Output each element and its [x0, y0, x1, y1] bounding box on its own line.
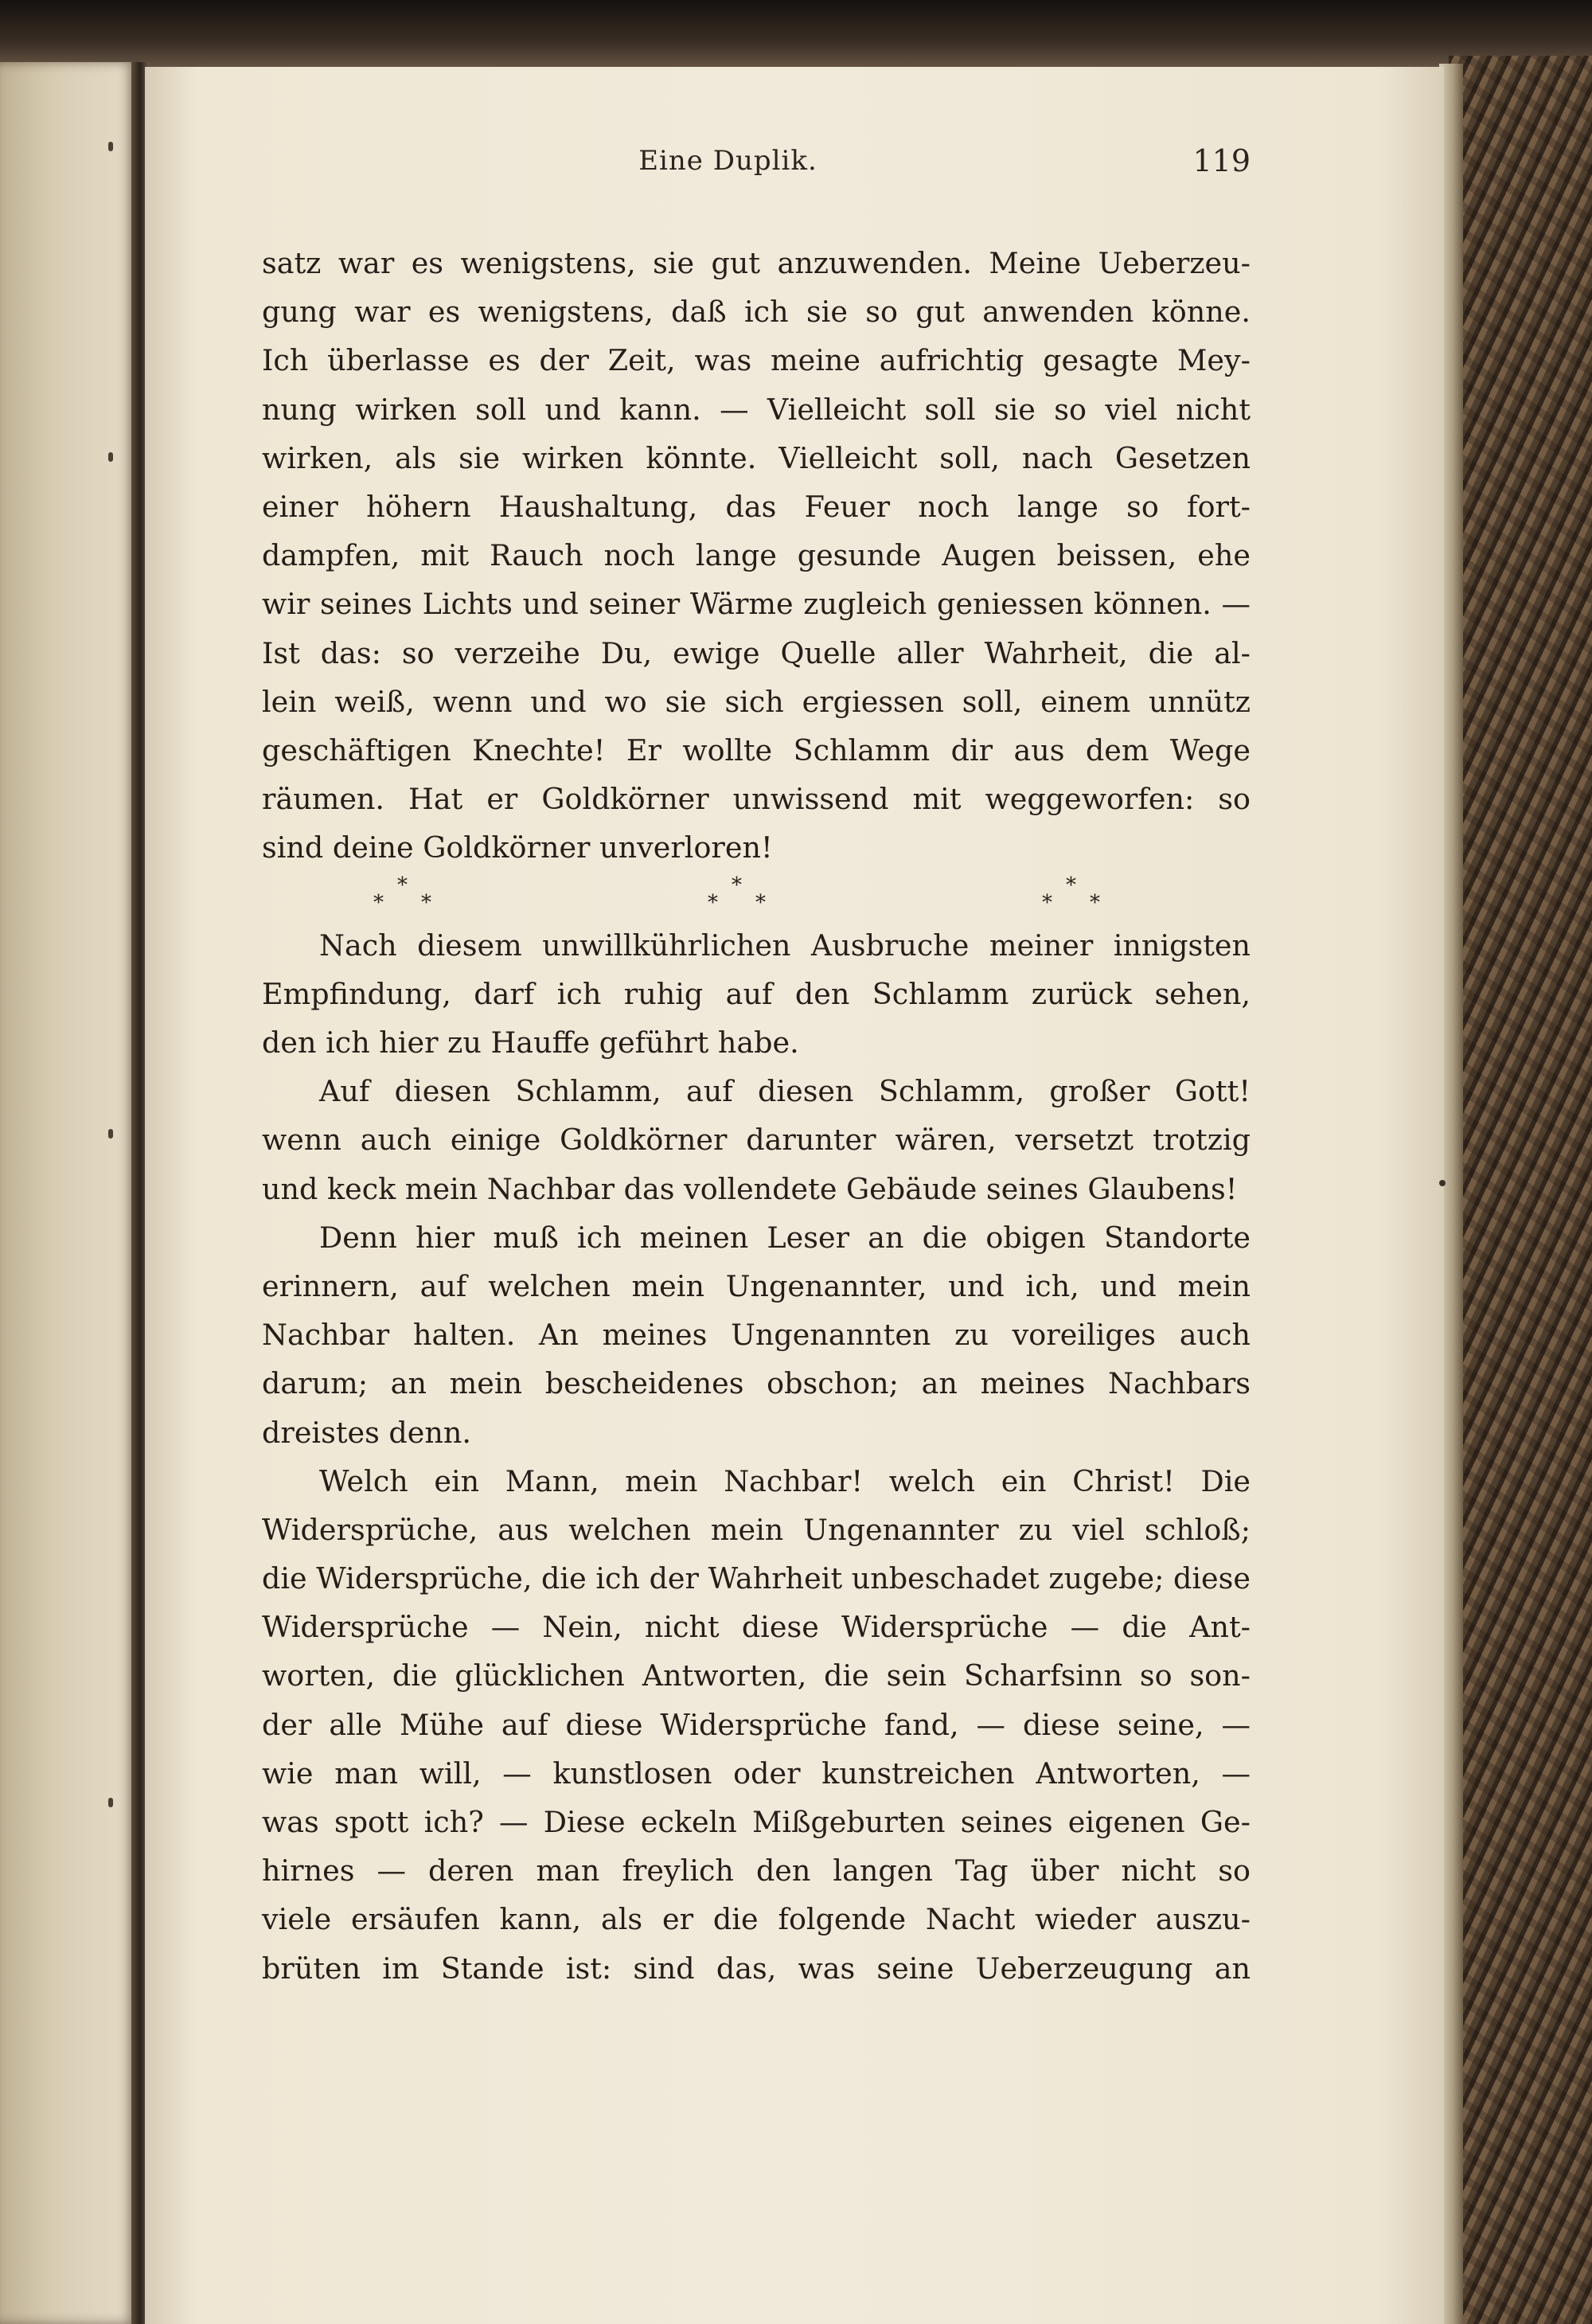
text-line: dreistes denn. — [262, 1415, 472, 1450]
text-line: erinnern, auf welchen mein Ungenannter, und ich, und mein — [262, 1268, 1251, 1303]
page-header — [205, 145, 1251, 193]
page-number: 119 — [1192, 143, 1251, 178]
text-line: Welch ein Mann, mein Nachbar! welch ein Christ! Die — [319, 1463, 1251, 1498]
scan-background-top — [0, 0, 1592, 72]
text-line: worten, die glücklichen Antworten, die sein Scharfsinn so son- — [262, 1658, 1251, 1693]
text-line: gung war es wenigstens, daß ich sie so gut anwenden könne. — [262, 295, 1251, 330]
asterisk: * — [1090, 891, 1100, 916]
text-line: lein weiß, wenn und wo sie sich ergiessen soll, einem unnütz — [262, 684, 1251, 719]
text-line: der alle Mühe auf diese Widersprüche fand, — diese seine, — — [262, 1707, 1251, 1742]
asterism-group — [708, 872, 771, 916]
text-line: einer höhern Haushaltung, das Feuer noch lange so fort- — [262, 489, 1251, 524]
asterisk: * — [1042, 891, 1052, 916]
text-line: und keck mein Nachbar das vollendete Gebäude seines Glaubens! — [262, 1171, 1238, 1206]
text-line: Nach diesem unwillkührlichen Ausbruche meiner innigsten — [319, 928, 1251, 963]
text-line: viele ersäufen kann, als er die folgende Nacht wieder auszu- — [262, 1902, 1251, 1937]
text-line: Auf diesen Schlamm, auf diesen Schlamm, großer Gott! — [319, 1074, 1251, 1109]
text-line: wie man will, — kunstlosen oder kunstreichen Antworten, — — [262, 1756, 1251, 1791]
text-line: geschäftigen Knechte! Er wollte Schlamm dir aus dem Wege — [262, 732, 1251, 768]
asterisk: * — [732, 873, 742, 898]
asterism-group — [373, 872, 437, 916]
text-line: hirnes — deren man freylich den langen Tag über nicht so — [262, 1853, 1251, 1888]
text-line: sind deine Goldkörner unverloren! — [262, 830, 773, 865]
text-line: Widersprüche — Nein, nicht diese Widersprüche — die Ant- — [262, 1610, 1251, 1645]
running-head: Eine Duplik. — [638, 145, 817, 177]
text-line: wirken, als sie wirken könnte. Vielleicht soll, nach Gesetzen — [262, 440, 1251, 475]
text-line: Ich überlasse es der Zeit, was meine aufrichtig gesagte Mey- — [262, 343, 1251, 378]
facing-page-edge — [0, 62, 135, 2324]
text-line: Ist das: so verzeihe Du, ewige Quelle aller Wahrheit, die al- — [262, 635, 1251, 670]
asterism-group — [1042, 872, 1106, 916]
asterisk: * — [421, 891, 431, 916]
text-line: satz war es wenigstens, sie gut anzuwenden. Meine Ueberzeu- — [262, 246, 1251, 280]
text-line: wenn auch einige Goldkörner darunter wären, versetzt trotzig — [262, 1123, 1251, 1158]
text-line: nung wirken soll und kann. — Vielleicht soll sie so viel nicht — [262, 392, 1251, 427]
text-line: den ich hier zu Hauffe geführt habe. — [262, 1025, 799, 1060]
asterisk: * — [373, 891, 384, 916]
asterisk: * — [1066, 873, 1076, 898]
section-asterism — [262, 872, 1251, 920]
text-line: Widersprüche, aus welchen mein Ungenannter zu viel schloß; — [262, 1512, 1251, 1547]
paper-speck — [1439, 1180, 1446, 1186]
asterisk: * — [755, 891, 766, 916]
text-line: dampfen, mit Rauch noch lange gesunde Augen beissen, ehe — [262, 538, 1251, 573]
text-line: darum; an mein bescheidenes obschon; an meines Nachbars — [262, 1366, 1251, 1401]
marbled-cover — [1449, 56, 1592, 2324]
text-line: die Widersprüche, die ich der Wahrheit unbeschadet zugebe; diese — [262, 1561, 1251, 1596]
body-text — [262, 239, 1251, 1993]
asterisk: * — [708, 891, 718, 916]
text-line: brüten im Stande ist: sind das, was seine Ueberzeugung an — [262, 1951, 1251, 1986]
text-line: Nachbar halten. An meines Ungenannten zu voreiliges auch — [262, 1318, 1251, 1353]
text-line: Denn hier muß ich meinen Leser an die obigen Standorte — [319, 1220, 1251, 1255]
text-line: wir seines Lichts und seiner Wärme zugleich geniessen können. — — [262, 587, 1251, 622]
text-line: was spott ich? — Diese eckeln Mißgeburten seines eigenen Ge- — [262, 1805, 1251, 1839]
text-line: räumen. Hat er Goldkörner unwissend mit weggeworfen: so — [262, 782, 1251, 817]
asterisk: * — [397, 873, 408, 898]
text-line: Empfindung, darf ich ruhig auf den Schlamm zurück sehen, — [262, 976, 1251, 1011]
